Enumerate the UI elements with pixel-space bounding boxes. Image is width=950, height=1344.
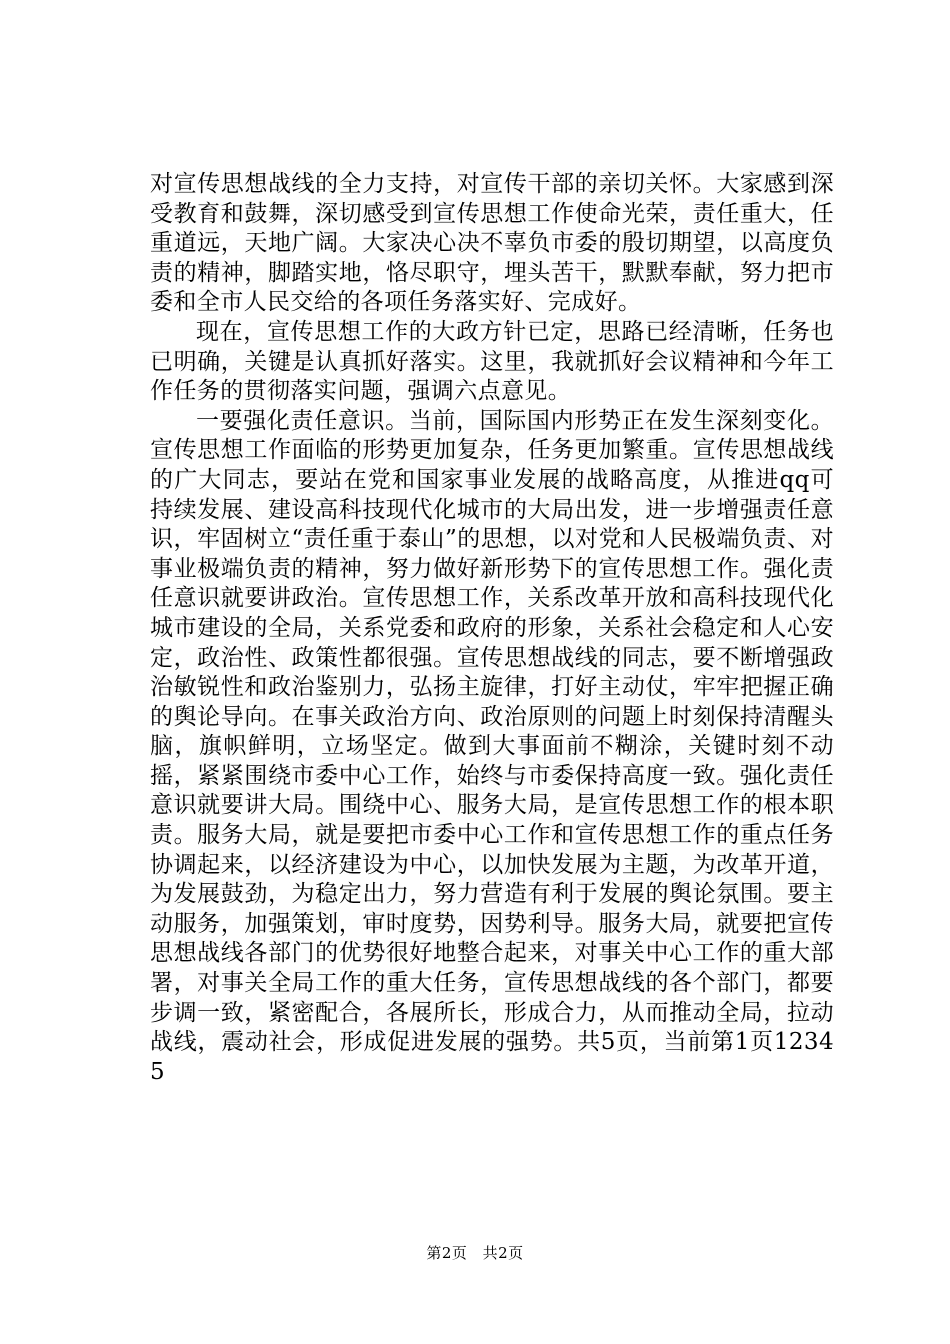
paragraph-2: 现在，宣传思想工作的大政方针已定，思路已经清晰，任务也已明确，关键是认真抓好落实。这里，我就抓好会议精神和今年工作任务的贯彻落实问题，强调六点意见。 xyxy=(150,318,834,405)
page-number: 第2页 xyxy=(426,1244,468,1262)
paragraph-3: 一要强化责任意识。当前，国际国内形势正在发生深刻变化。宣传思想工作面临的形势更加复杂，任务更加繁重。宣传思想战线的广大同志，要站在党和国家事业发展的战略高度，从推进qq可持续发展、建设高科技现代化城市的大局出发，进一步增强责任意识，牢固树立“责任重于泰山”的思想，以对党和人民极端负责、对事业极端负责的精神，努力做好新形势下的宣传思想工作。强化责任意识就要讲政治。宣传思想工作，关系改革开放和高科技现代化城市建设的全局，关系党委和政府的形象，关系社会稳定和人心安定，政治性、政策性都很强。宣传思想战线的同志，要不断增强政治敏锐性和政治鉴别力，弘扬主旋律，打好主动仗，牢牢把握正确的舆论导向。在事关政治方向、政治原则的问题上时刻保持清醒头脑，旗帜鲜明，立场坚定。做到大事面前不糊涂，关键时刻不动摇，紧紧围绕市委中心工作，始终与市委保持高度一致。强化责任意识就要讲大局。围绕中心、服务大局，是宣传思想工作的根本职责。服务大局，就是要把市委中心工作和宣传思想工作的重点任务协调起来，以经济建设为中心，以加快发展为主题，为改革开道，为发展鼓劲，为稳定出力，努力营造有利于发展的舆论氛围。要主动服务，加强策划，审时度势，因势利导。服务大局，就要把宣传思想战线各部门的优势很好地整合起来，对事关中心工作的重大部署，对事关全局工作的重大任务，宣传思想战线的各个部门，都要步调一致，紧密配合，各展所长，形成合力，从而推动全局，拉动战线，震动社会，形成促进发展的强势。共5页，当前第1页12345 xyxy=(150,407,834,1085)
page-total: 共2页 xyxy=(482,1244,524,1262)
page-footer xyxy=(0,1243,950,1263)
document-body xyxy=(150,170,834,1087)
paragraph-1: 对宣传思想战线的全力支持，对宣传干部的亲切关怀。大家感到深受教育和鼓舞，深切感受到宣传思想工作使命光荣，责任重大，任重道远，天地广阔。大家决心决不辜负市委的殷切期望，以高度负责的精神，脚踏实地，恪尽职守，埋头苦干，默默奉献，努力把市委和全市人民交给的各项任务落实好、完成好。 xyxy=(150,171,834,316)
